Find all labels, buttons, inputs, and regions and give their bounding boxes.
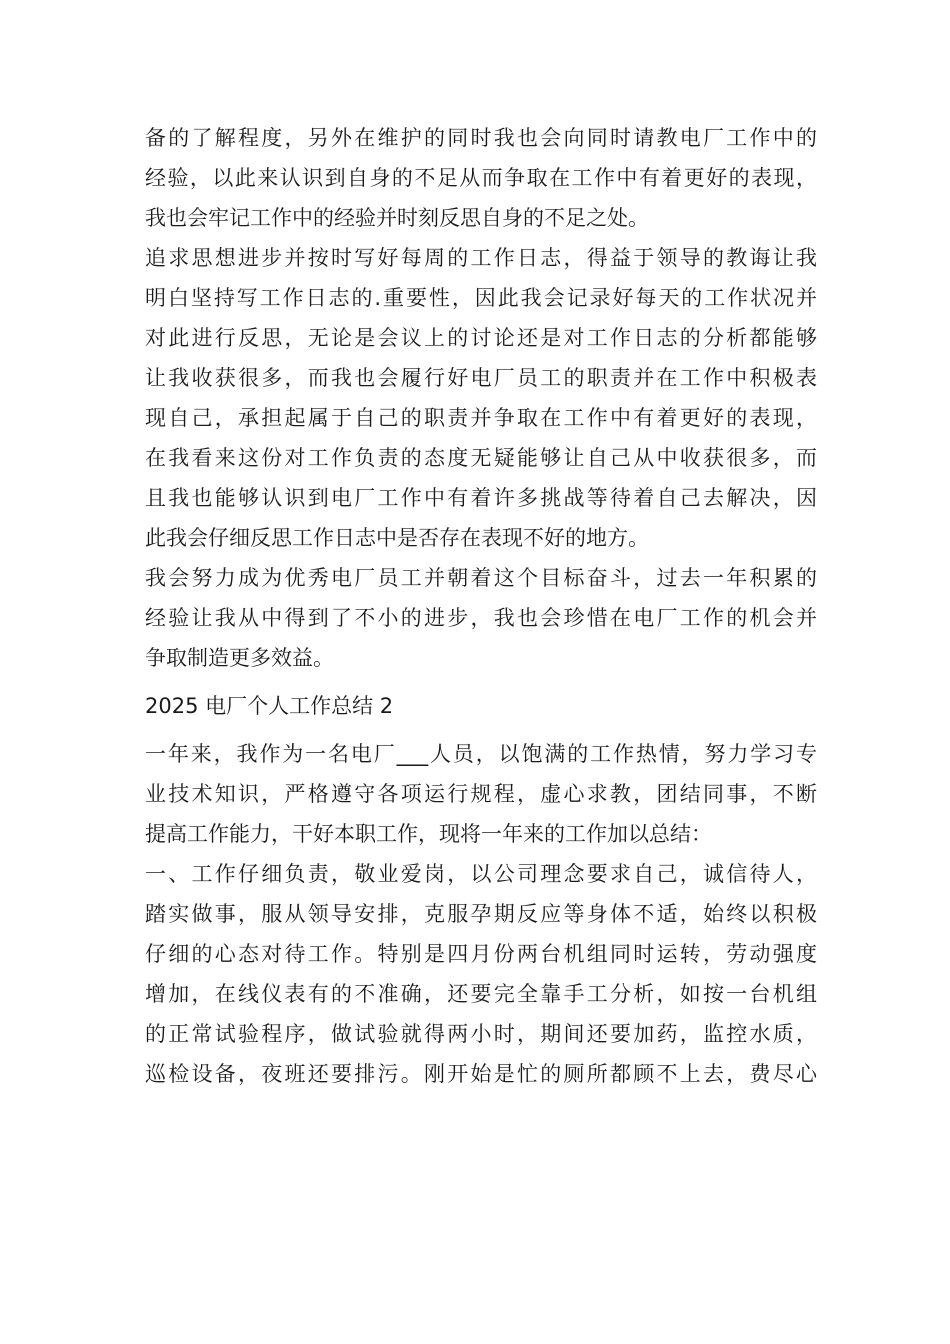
text-line: 让我收获很多，而我也会履行好电厂员工的职责并在工作中积极表 (145, 366, 817, 390)
text-line: 对此进行反思，无论是会议上的讨论还是对工作日志的分析都能够 (145, 326, 817, 350)
text-line: 仔细的心态对待工作。特别是四月份两台机组同时运转，劳动强度 (145, 942, 817, 966)
paragraph-4 (145, 734, 817, 854)
text-line: 踏实做事，服从领导安排，克服孕期反应等身体不适，始终以积极 (145, 902, 817, 926)
paragraph-1 (145, 118, 817, 238)
text-line: 争取制造更多效益。 (145, 646, 334, 670)
text-line: 业技术知识，严格遵守各项运行规程，虚心求教，团结同事，不断 (145, 782, 817, 806)
text-line: 此我会仔细反思工作日志中是否存在表现不好的地方。 (145, 526, 649, 550)
text-line: 我也会牢记工作中的经验并时刻反思自身的不足之处。 (145, 206, 649, 230)
text-line: 的正常试验程序，做试验就得两小时，期间还要加药，监控水质， (145, 1022, 817, 1046)
text-line: 追求思想进步并按时写好每周的工作日志，得益于领导的教诲让我 (145, 246, 817, 270)
text-line: 巡检设备，夜班还要排污。刚开始是忙的厕所都顾不上去，费尽心 (145, 1062, 817, 1086)
text-line: 备的了解程度，另外在维护的同时我也会向同时请教电厂工作中的 (145, 126, 817, 150)
paragraph-2 (145, 238, 817, 558)
document-body (145, 118, 817, 1094)
text-line: 一、工作仔细负责，敬业爱岗，以公司理念要求自己，诚信待人， (145, 862, 817, 886)
paragraph-3 (145, 558, 817, 678)
text-line: 明白坚持写工作日志的.重要性，因此我会记录好每天的工作状况并 (145, 286, 817, 310)
text-line: 现自己，承担起属于自己的职责并争取在工作中有着更好的表现， (145, 406, 817, 430)
section-heading: 2025 电厂个人工作总结 2 (145, 694, 394, 718)
text-line: 经验让我从中得到了不小的进步，我也会珍惜在电厂工作的机会并 (145, 606, 817, 630)
text-line: 提高工作能力，干好本职工作，现将一年来的工作加以总结： (145, 822, 712, 846)
text-line: 经验，以此来认识到自身的不足从而争取在工作中有着更好的表现， (145, 166, 817, 190)
text-line: 在我看来这份对工作负责的态度无疑能够让自己从中收获很多，而 (145, 446, 817, 470)
paragraph-5 (145, 854, 817, 1094)
text-line: 一年来，我作为一名电厂___人员，以饱满的工作热情，努力学习专 (145, 742, 817, 766)
text-line: 我会努力成为优秀电厂员工并朝着这个目标奋斗，过去一年积累的 (145, 566, 817, 590)
text-line: 且我也能够认识到电厂工作中有着许多挑战等待着自己去解决，因 (145, 486, 817, 510)
text-line: 增加，在线仪表有的不准确，还要完全靠手工分析，如按一台机组 (145, 982, 817, 1006)
